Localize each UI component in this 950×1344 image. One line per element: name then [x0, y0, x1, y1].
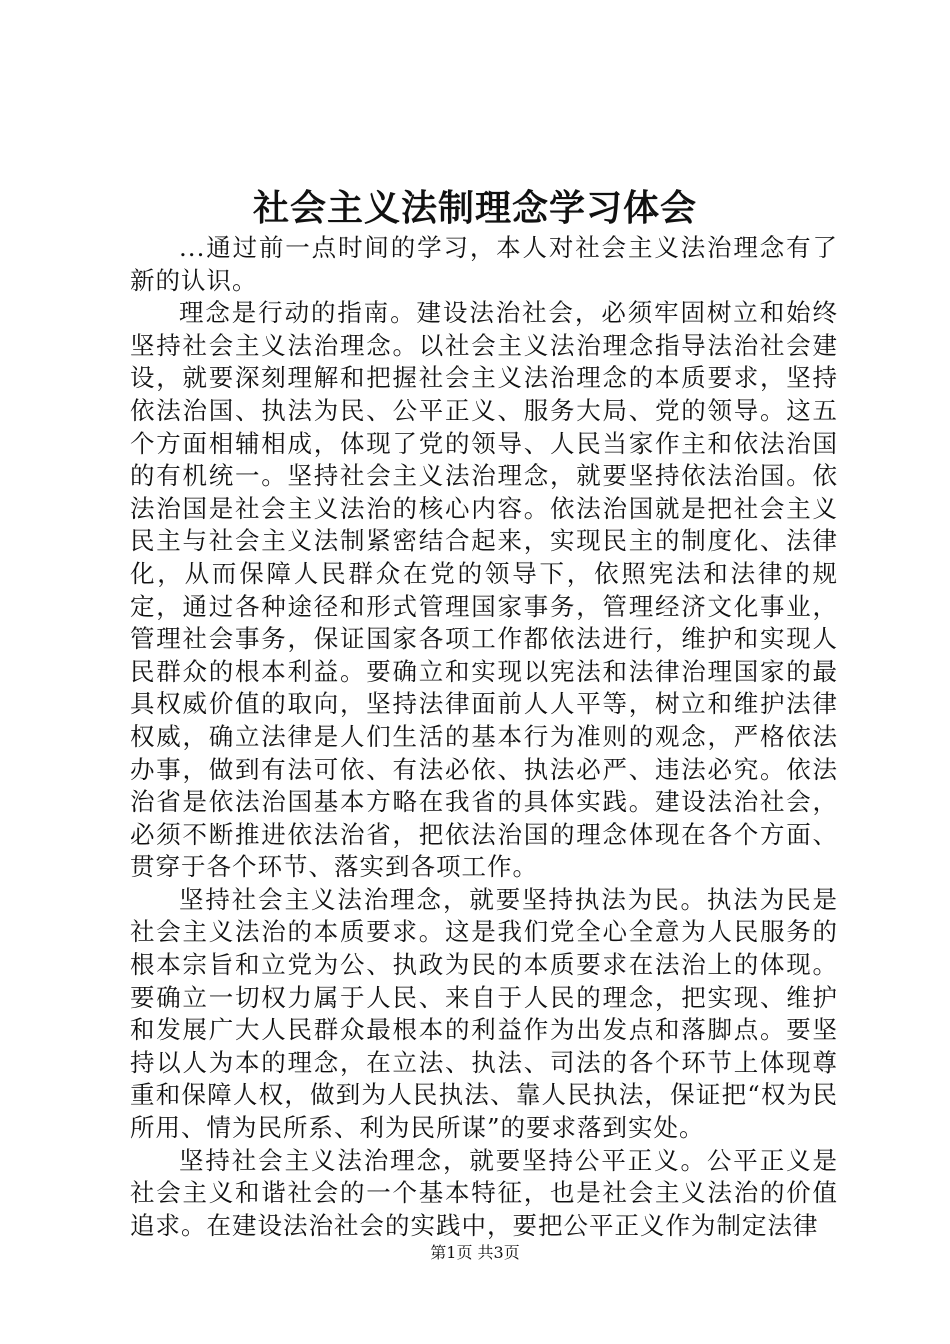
paragraph-intro: ...通过前一点时间的学习，本人对社会主义法治理念有了新的认识。	[130, 233, 838, 295]
document-body	[130, 232, 838, 1242]
paragraph-rule-of-law: 理念是行动的指南。建设法治社会，必须牢固树立和始终坚持社会主义法治理念。以社会主义法治理念指导法治社会建设，就要深刻理解和把握社会主义法治理念的本质要求，坚持依法治国、执法为民、公平正义、服务大局、党的领导。这五个方面相辅相成，体现了党的领导、人民当家作主和依法治国的有机统一。坚持社会主义法治理念，就要坚持依法治国。依法治国是社会主义法治的核心内容。依法治国就是把社会主义民主与社会主义法制紧密结合起来，实现民主的制度化、法律化，从而保障人民群众在党的领导下，依照宪法和法律的规定，通过各种途径和形式管理国家事务，管理经济文化事业，管理社会事务，保证国家各项工作都依法进行，维护和实现人民群众的根本利益。要确立和实现以宪法和法律治理国家的最具权威价值的取向，坚持法律面前人人平等，树立和维护法律权威，确立法律是人们生活的基本行为准则的观念，严格依法办事，做到有法可依、有法必依、执法必严、违法必究。依法治省是依法治国基本方略在我省的具体实践。建设法治社会，必须不断推进依法治省，把依法治国的理念体现在各个方面、贯穿于各个环节、落实到各项工作。	[130, 298, 838, 882]
paragraph-fairness-justice: 坚持社会主义法治理念，就要坚持公平正义。公平正义是社会主义和谐社会的一个基本特征，也是社会主义法治的价值追求。在建设法治社会的实践中，要把公平正义作为制定法律	[130, 1145, 838, 1240]
paragraph-law-for-people: 坚持社会主义法治理念，就要坚持执法为民。执法为民是社会主义法治的本质要求。这是我们党全心全意为人民服务的根本宗旨和立党为公、执政为民的本质要求在法治上的体现。要确立一切权力属于人民、来自于人民的理念，把实现、维护和发展广大人民群众最根本的利益作为出发点和落脚点。要坚持以人为本的理念，在立法、执法、司法的各个环节上体现尊重和保障人权，做到为人民执法、靠人民执法，保证把“权为民所用、情为民所系、利为民所谋”的要求落到实处。	[130, 884, 838, 1143]
page-number-footer: 第1页 共3页	[430, 1243, 520, 1262]
document-title: 社会主义法制理念学习体会	[252, 187, 697, 229]
